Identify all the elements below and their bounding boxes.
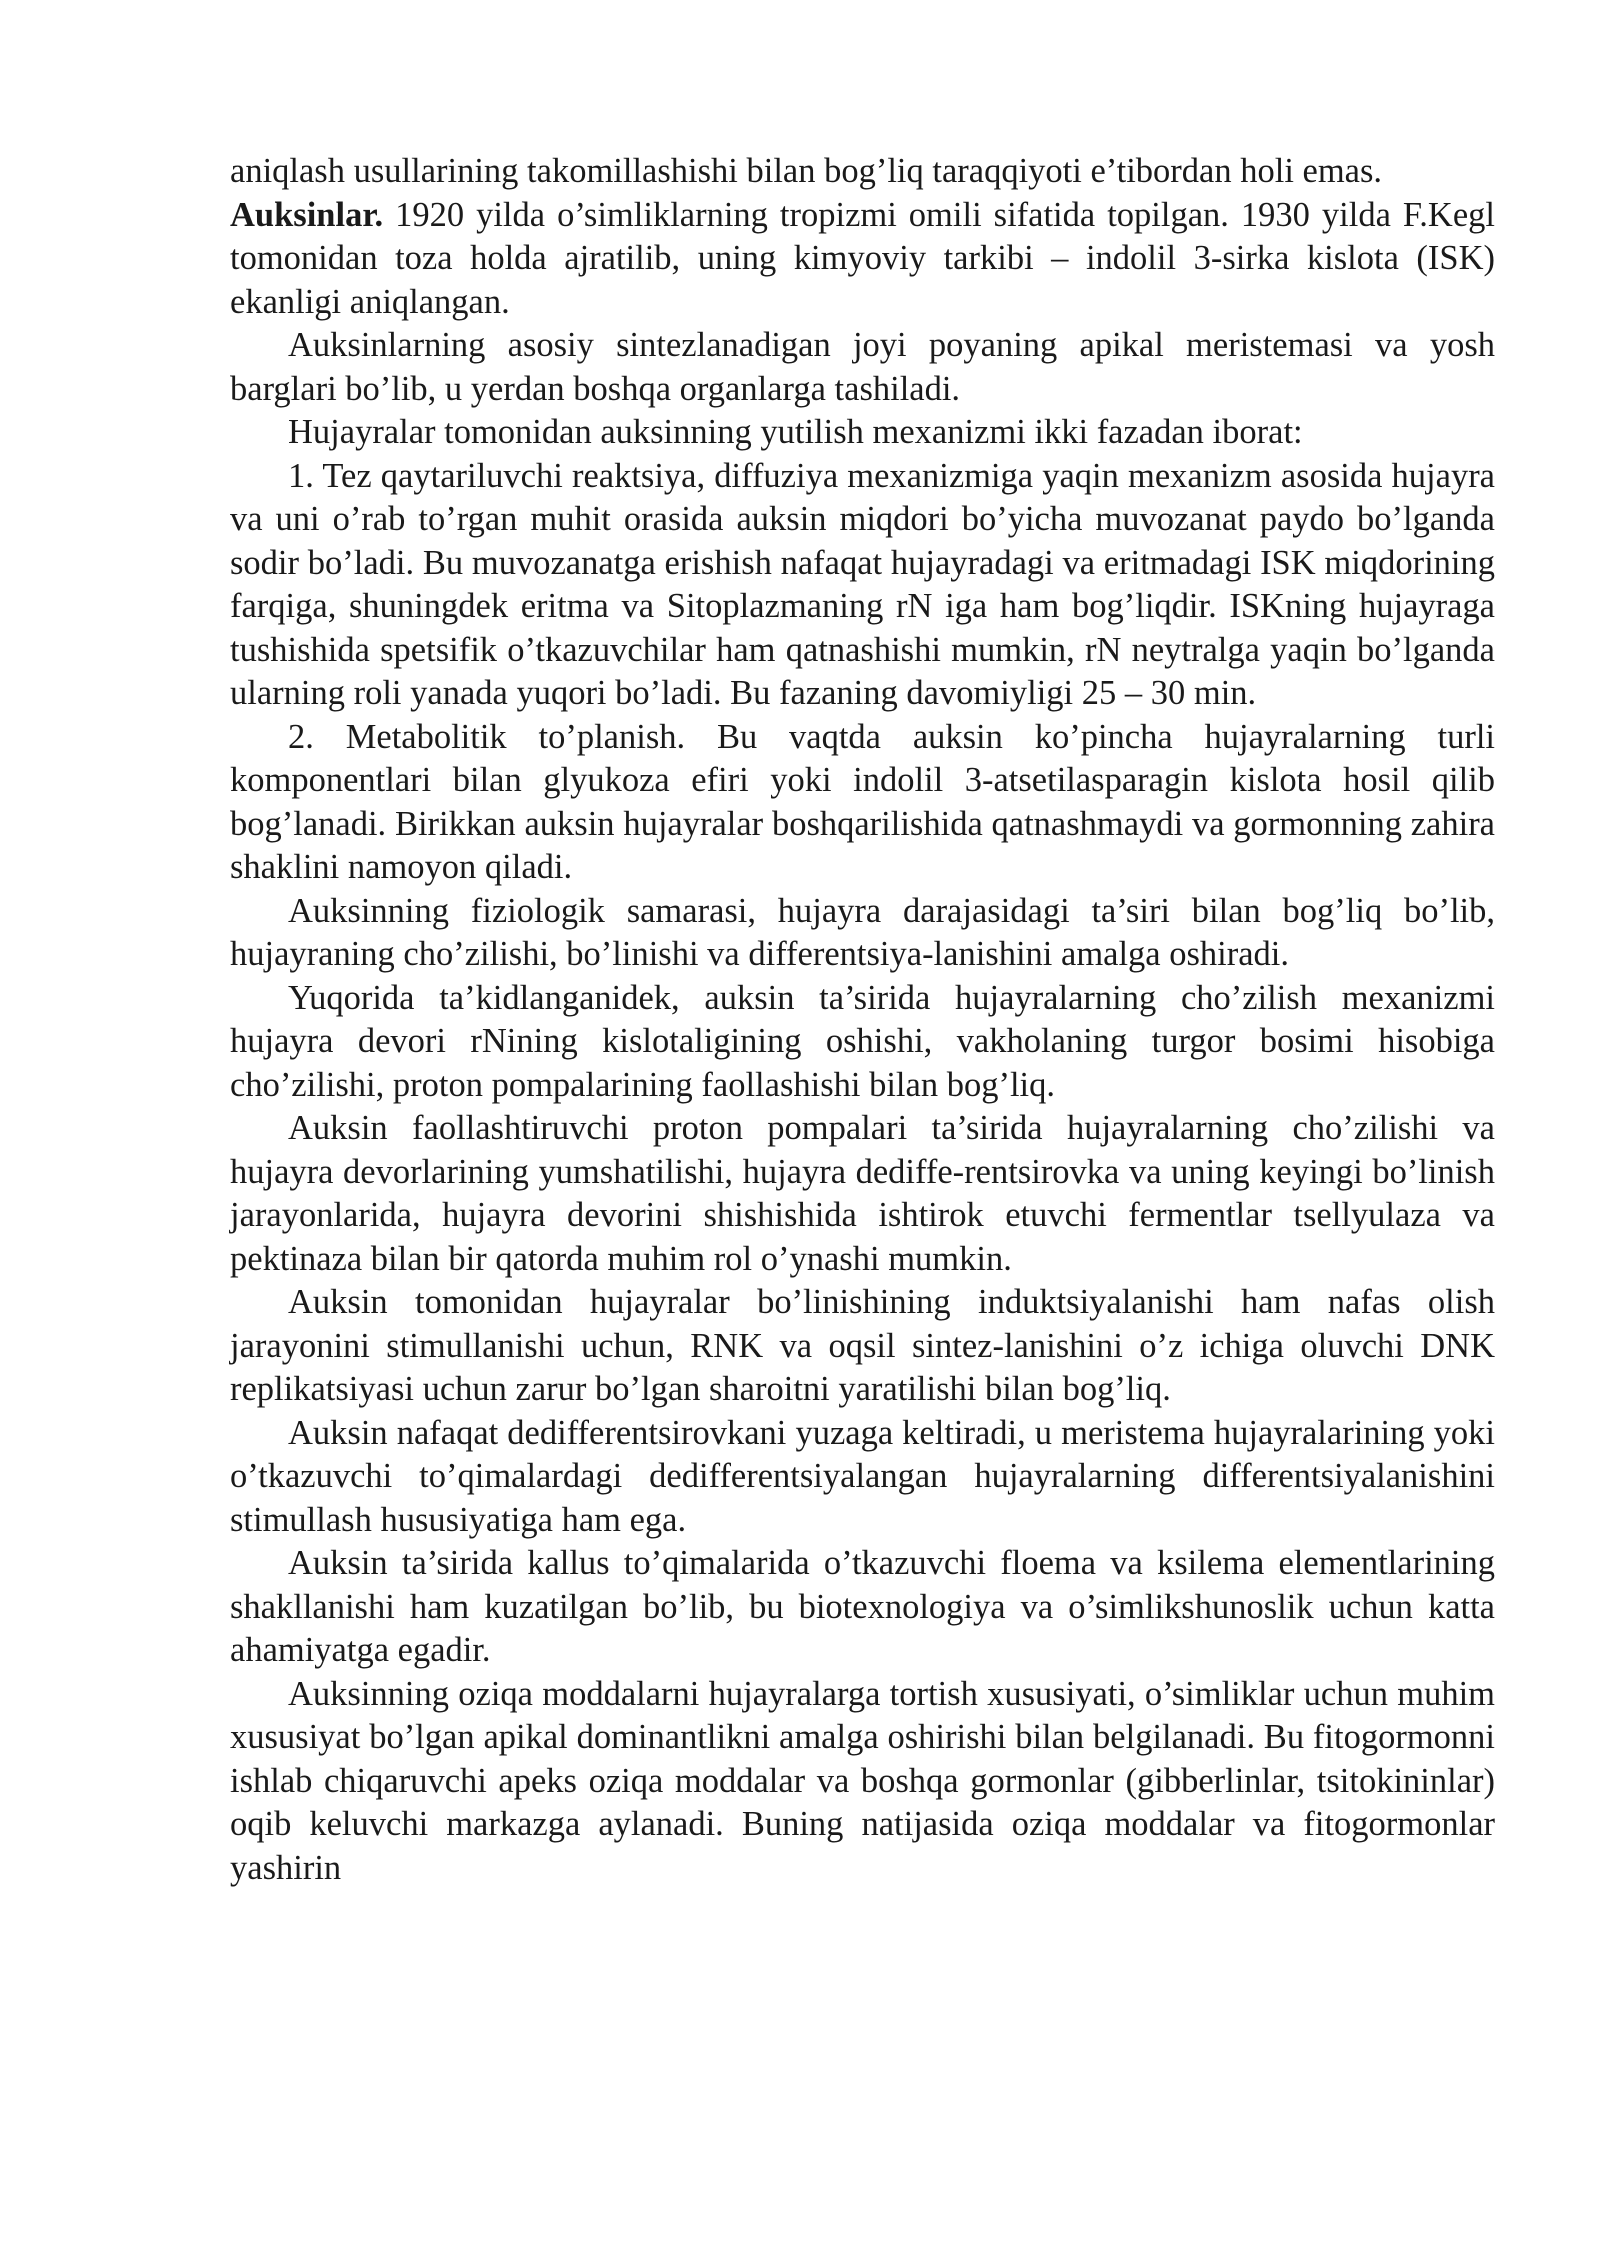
body-paragraph: Auksin ta’sirida kallus to’qimalarida o’tkazuvchi floema va ksilema elementlarining shakllanishi ham kuzatilgan bo’lib, bu biotexnologiya va o’simlikshunoslik uchun katta ahamiyatga egadir. [230, 1544, 1495, 1669]
numbered-paragraph-1: 1. Tez qaytariluvchi reaktsiya, diffuziya mexanizmiga yaqin mexanizm asosida hujayra va uni o’rab to’rgan muhit orasida auksin miqdori bo’yicha muvozanat paydo bo’lganda sodir bo’ladi. Bu muvozanatga erishish nafaqat hujayradagi va eritmadagi ISK miqdorining farqiga, shuningdek eritma va Sitoplazmaning rN iga ham bog’liqdir. ISKning hujayraga tushishida spetsifik o’tkazuvchilar ham qatnashishi mumkin, rN neytralga yaqin bo’lganda ularning roli yanada yuqori bo’ladi. Bu fazaning davomiyligi 25 – 30 min. [230, 456, 1495, 712]
body-paragraph: Yuqorida ta’kidlanganidek, auksin ta’sirida hujayralarning cho’zilish mexanizmi hujayra devori rNining kislotaligining oshishi, vakholaning turgor bosimi hisobiga cho’zilishi, proton pompalarining faollashishi bilan bog’liq. [230, 978, 1495, 1104]
intro-paragraph: aniqlash usullarining takomillashishi bilan bog’liq taraqqiyoti e’tibordan holi emas. [230, 152, 1383, 190]
body-paragraph: Auksin faollashtiruvchi proton pompalari ta’sirida hujayralarning cho’zilishi va hujayra devorlarining yumshatilishi, hujayra dediffe-rentsirovka va uning keyingi bo’linish jarayonlarida, hujayra devorini shishishida ishtirok etuvchi fermentlar tsellyulaza va pektinaza bilan bir qatorda muhim rol o’ynashi mumkin. [230, 1109, 1495, 1278]
document-page [230, 150, 1495, 1890]
auxins-section-paragraph [230, 194, 1495, 325]
body-paragraph: Hujayralar tomonidan auksinning yutilish mexanizmi ikki fazadan iborat: [288, 413, 1303, 451]
body-paragraph: Auksinning fiziologik samarasi, hujayra darajasidagi ta’siri bilan bog’liq bo’lib, hujayraning cho’zilishi, bo’linishi va differentsiya-lanishini amalga oshiradi. [230, 891, 1495, 973]
body-paragraph: Auksinlarning asosiy sintezlanadigan joyi poyaning apikal meristemasi va yosh barglari bo’lib, u yerdan boshqa organlarga tashiladi. [230, 326, 1495, 408]
auxins-heading: Auksinlar. [230, 195, 384, 234]
body-paragraph-continued: Auksinning oziqa moddalarni hujayralarga tortish xususiyati, o’simliklar uchun muhim xususiyat bo’lgan apikal dominantlikni amalga oshirishi bilan belgilanadi. Bu fitogormonni ishlab chiqaruvchi apeks oziqa moddalar va boshqa gormonlar (gibberlinlar, tsitokininlar) oqib keluvchi markazga aylanadi. Buning natijasida oziqa moddalar va fitogormonlar yashirin [230, 1674, 1495, 1887]
body-paragraph: Auksin tomonidan hujayralar bo’linishining induktsiyalanishi ham nafas olish jarayonini stimullanishi uchun, RNK va oqsil sintez-lanishini o’z ichiga oluvchi DNK replikatsiyasi uchun zarur bo’lgan sharoitni yaratilishi bilan bog’liq. [230, 1283, 1495, 1408]
body-paragraph: Auksin nafaqat dedifferentsirovkani yuzaga keltiradi, u meristema hujayralarining yoki o’tkazuvchi to’qimalardagi dedifferentsiyalangan hujayralarning differentsiyalanishini stimullash hususiyatiga ham ega. [230, 1413, 1495, 1539]
numbered-paragraph-2: 2. Metabolitik to’planish. Bu vaqtda auksin ko’pincha hujayralarning turli komponentlari bilan glyukoza efiri yoki indolil 3-atsetilasparagin kislota hosil qilib bog’lanadi. Birikkan auksin hujayralar boshqarilishida qatnashmaydi va gormonning zahira shaklini namoyon qiladi. [230, 717, 1495, 886]
auxins-intro-text: 1920 yilda o’simliklarning tropizmi omili sifatida topilgan. 1930 yilda F.Kegl tomonidan toza holda ajratilib, uning kimyoviy tarkibi – indolil 3-sirka kislota (ISK) ekanligi aniqlangan. [230, 195, 1495, 321]
